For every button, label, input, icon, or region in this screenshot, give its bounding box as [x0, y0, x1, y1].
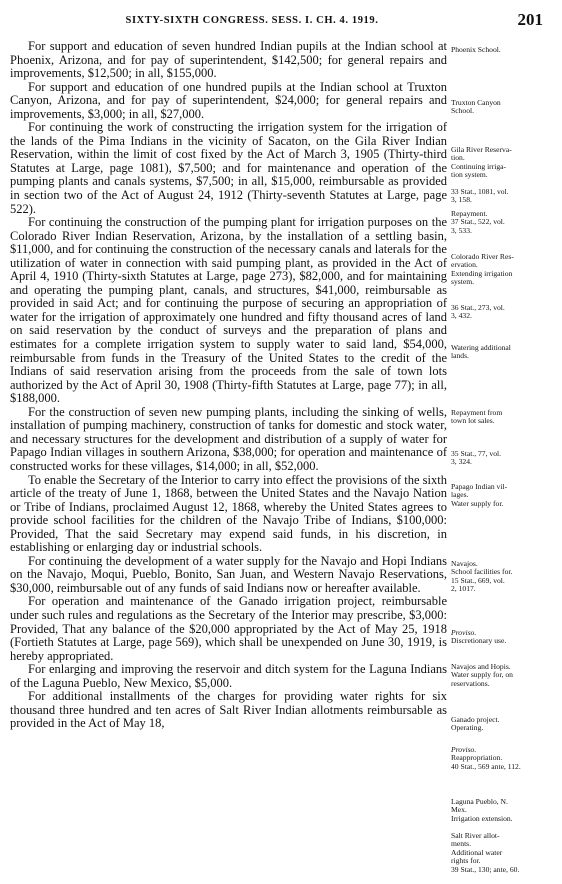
margin-note-line: 3, 432.	[451, 311, 472, 321]
margin-notes	[451, 0, 557, 884]
margin-note	[451, 746, 557, 771]
margin-note-line: Gila River Reserva-	[451, 145, 512, 154]
margin-note	[451, 450, 557, 467]
margin-note-line: Operating.	[451, 723, 484, 733]
paragraph-laguna: For enlarging and improving the reservoir and ditch system for the Laguna Indians of the Laguna Pueblo, New Mexico, $5,000.	[10, 662, 447, 690]
page-number: 201	[517, 10, 543, 29]
margin-note-line: 35 Stat., 77, vol.	[451, 449, 501, 458]
margin-note-line: Proviso.	[451, 745, 477, 754]
margin-note-line: 39 Stat., 130; ante, 60.	[451, 864, 520, 874]
paragraph-papago: For the construction of seven new pumping plants, including the sinking of wells, installation of pumping machinery, construction of tanks for domestic and stock water, and necessary structures for the development and distribution of a supply of water for Papago Indian villages in southern Arizona, $38,000; for operation and maintenance of constructed works for these villages, $14,000; in all, $52,000.	[10, 404, 447, 473]
margin-note	[451, 344, 557, 361]
margin-note-line: Laguna Pueblo, N.	[451, 797, 508, 806]
margin-note-line: Watering additional	[451, 343, 511, 352]
margin-note-line: Navajos.	[451, 559, 478, 568]
margin-note-line: Repayment.	[451, 209, 488, 218]
margin-note-line: Truxton Canyon	[451, 98, 501, 107]
paragraph-gila-river: For continuing the work of constructing the irrigation system for the irrigation of the lands of the Pima Indians in the vicinity of Sacaton, on the Gila River Indian Reservation, within the limit of cost fixed by the Act of March 3, 1905 (Thirty-third Statutes at Large, page 1081), $7,500; and for maintenance and operation of the pumping plants and canals systems, $7,500; in all, $15,000, reimbursable as provided in section two of the Act of August 24, 1912 (Thirty-seventh Statutes at Large, page 522).	[10, 120, 447, 216]
margin-note-line: Salt River allot-	[451, 831, 500, 840]
margin-note	[451, 210, 557, 235]
paragraph-phoenix-school: For support and education of seven hundred Indian pupils at the Indian school at Phoenix, Arizona, and for pay of superintendent, $142,500; for general repairs and improvements, $12,500; in all, $155,000.	[10, 39, 447, 81]
margin-note-line: 3, 158.	[451, 195, 472, 205]
margin-note-line: 36 Stat., 273, vol.	[451, 303, 505, 312]
margin-note-line: Additional water	[451, 847, 503, 857]
margin-note-line: Continuing irriga-	[451, 161, 507, 171]
margin-note-line: 3, 324.	[451, 457, 472, 467]
running-head: SIXTY-SIXTH CONGRESS. SESS. I. CH. 4. 1919.	[125, 15, 379, 26]
body-text	[10, 40, 447, 731]
margin-note-line: Reappropriation.	[451, 753, 503, 763]
margin-note	[451, 663, 557, 688]
margin-note	[451, 253, 557, 287]
margin-note	[451, 188, 557, 205]
margin-note-line: Discretionary use.	[451, 636, 507, 646]
margin-note-line: Mex.	[451, 805, 467, 815]
margin-note	[451, 99, 557, 116]
margin-note-line: system.	[451, 277, 474, 287]
margin-note-line: lands.	[451, 351, 469, 361]
margin-note-line: tion system.	[451, 170, 488, 180]
margin-note-line: School facilities for.	[451, 567, 513, 577]
paragraph-ganado: For operation and maintenance of the Ganado irrigation project, reimbursable under such rules and regulations as the Secretary of the Interior may prescribe, $3,000: Provided, That any balance of the $20,000 appropriated by the Act of May 25, 1918 (Fortieth Statutes at Large, page 569), which shall be unexpended on June 30, 1919, is hereby appropriated.	[10, 594, 447, 663]
margin-note	[451, 832, 557, 874]
margin-note-line: Navajos and Hopis.	[451, 662, 511, 671]
margin-note-line: ments.	[451, 839, 472, 849]
margin-note-line: rights for.	[451, 856, 481, 866]
margin-note-line: 37 Stat., 522, vol.	[451, 217, 505, 227]
margin-note-line: 40 Stat., 569 ante, 112.	[451, 761, 521, 771]
margin-note-line: Water supply for.	[451, 498, 504, 508]
paragraph-salt-river: For additional installments of the charges for providing water rights for six thousand three hundred and ten acres of Salt River Indian allotments reimbursable as provided in the Act of May 18,	[10, 689, 447, 731]
paragraph-colorado-river: For continuing the construction of the pumping plant for irrigation purposes on the Colorado River Indian Reservation, Arizona, by the installation of a settling basin, $11,000, and for continuing the construction of the necessary canals and laterals for the utilization of water in connection with said pumping plant, as provided in the Act of April 4, 1910 (Thirty-sixth Statutes at Large, page 273), $82,000, and for maintaining and operating the pumping plant, canals, and structures, $41,000, reimbursable as provided in said Act; and for continuing the purpose of securing an appropriation of water for the irrigation of approximately one hundred and fifty thousand acres of land on said reservation by the conduct of surveys and the preparation of plans and estimates for a complete irrigation system to supply water to said land, $54,000, reimbursable from funds in the Treasury of the United States to the credit of the Indians of said reservation arising from the proceeds from the sale of town lots authorized by the Act of April 30, 1908 (Thirty-fifth Statutes at Large, page 77); in all, $188,000.	[10, 215, 447, 406]
paragraph-truxton-canyon: For support and education of one hundred pupils at the Indian school at Truxton Canyon, Arizona, and for pay of superintendent, $24,000; for general repairs and improvements, $3,000; in all, $27,000.	[10, 79, 447, 121]
margin-note-line: Colorado River Res-	[451, 252, 514, 261]
margin-note-line: 3, 533.	[451, 225, 472, 235]
margin-note-line: Papago Indian vil-	[451, 482, 508, 491]
margin-note	[451, 798, 557, 823]
margin-note	[451, 146, 557, 180]
margin-note-line: Water supply for, on	[451, 670, 513, 680]
margin-note-line: Repayment from	[451, 408, 503, 417]
margin-note	[451, 629, 557, 646]
margin-note-line: Extending irrigation	[451, 268, 513, 278]
margin-note-line: Phoenix School.	[451, 45, 501, 54]
margin-note-line: reservations.	[451, 678, 490, 688]
margin-note-line: 15 Stat., 669, vol.	[451, 575, 505, 585]
margin-note-line: 2, 1017.	[451, 584, 476, 594]
paragraph-navajo-schools: To enable the Secretary of the Interior to carry into effect the provisions of the sixth article of the treaty of June 1, 1868, between the United States and the Navajo Nation or Tribe of Indians, proclaimed August 12, 1868, whereby the United States agrees to provide school facilities for the children of the Navajo Tribe of Indians, $100,000: Provided, That the said Secretary may expend said funds, in his discretion, in establishing or enlarging day or industrial schools.	[10, 472, 447, 555]
margin-note	[451, 409, 557, 426]
margin-note-line: Proviso.	[451, 628, 477, 637]
margin-note-line: tion.	[451, 153, 465, 163]
margin-note-line: School.	[451, 106, 474, 116]
margin-note-line: 33 Stat., 1081, vol.	[451, 187, 509, 196]
margin-note	[451, 716, 557, 733]
margin-note-line: town lot sales.	[451, 416, 495, 426]
margin-note-line: Ganado project.	[451, 715, 500, 724]
margin-note	[451, 304, 557, 321]
margin-note-line: ervation.	[451, 260, 478, 270]
margin-note-line: Irrigation extension.	[451, 813, 513, 823]
margin-note	[451, 560, 557, 594]
margin-note	[451, 483, 557, 508]
margin-note	[451, 46, 557, 54]
paragraph-navajo-hopi-water: For continuing the development of a water supply for the Navajo and Hopi Indians on the Navajo, Moqui, Pueblo, Bonito, San Juan, and Western Navajo Reservations, $30,000, reimbursable out of any funds of said Indians now or hereafter available.	[10, 553, 447, 595]
margin-note-line: lages.	[451, 490, 469, 500]
